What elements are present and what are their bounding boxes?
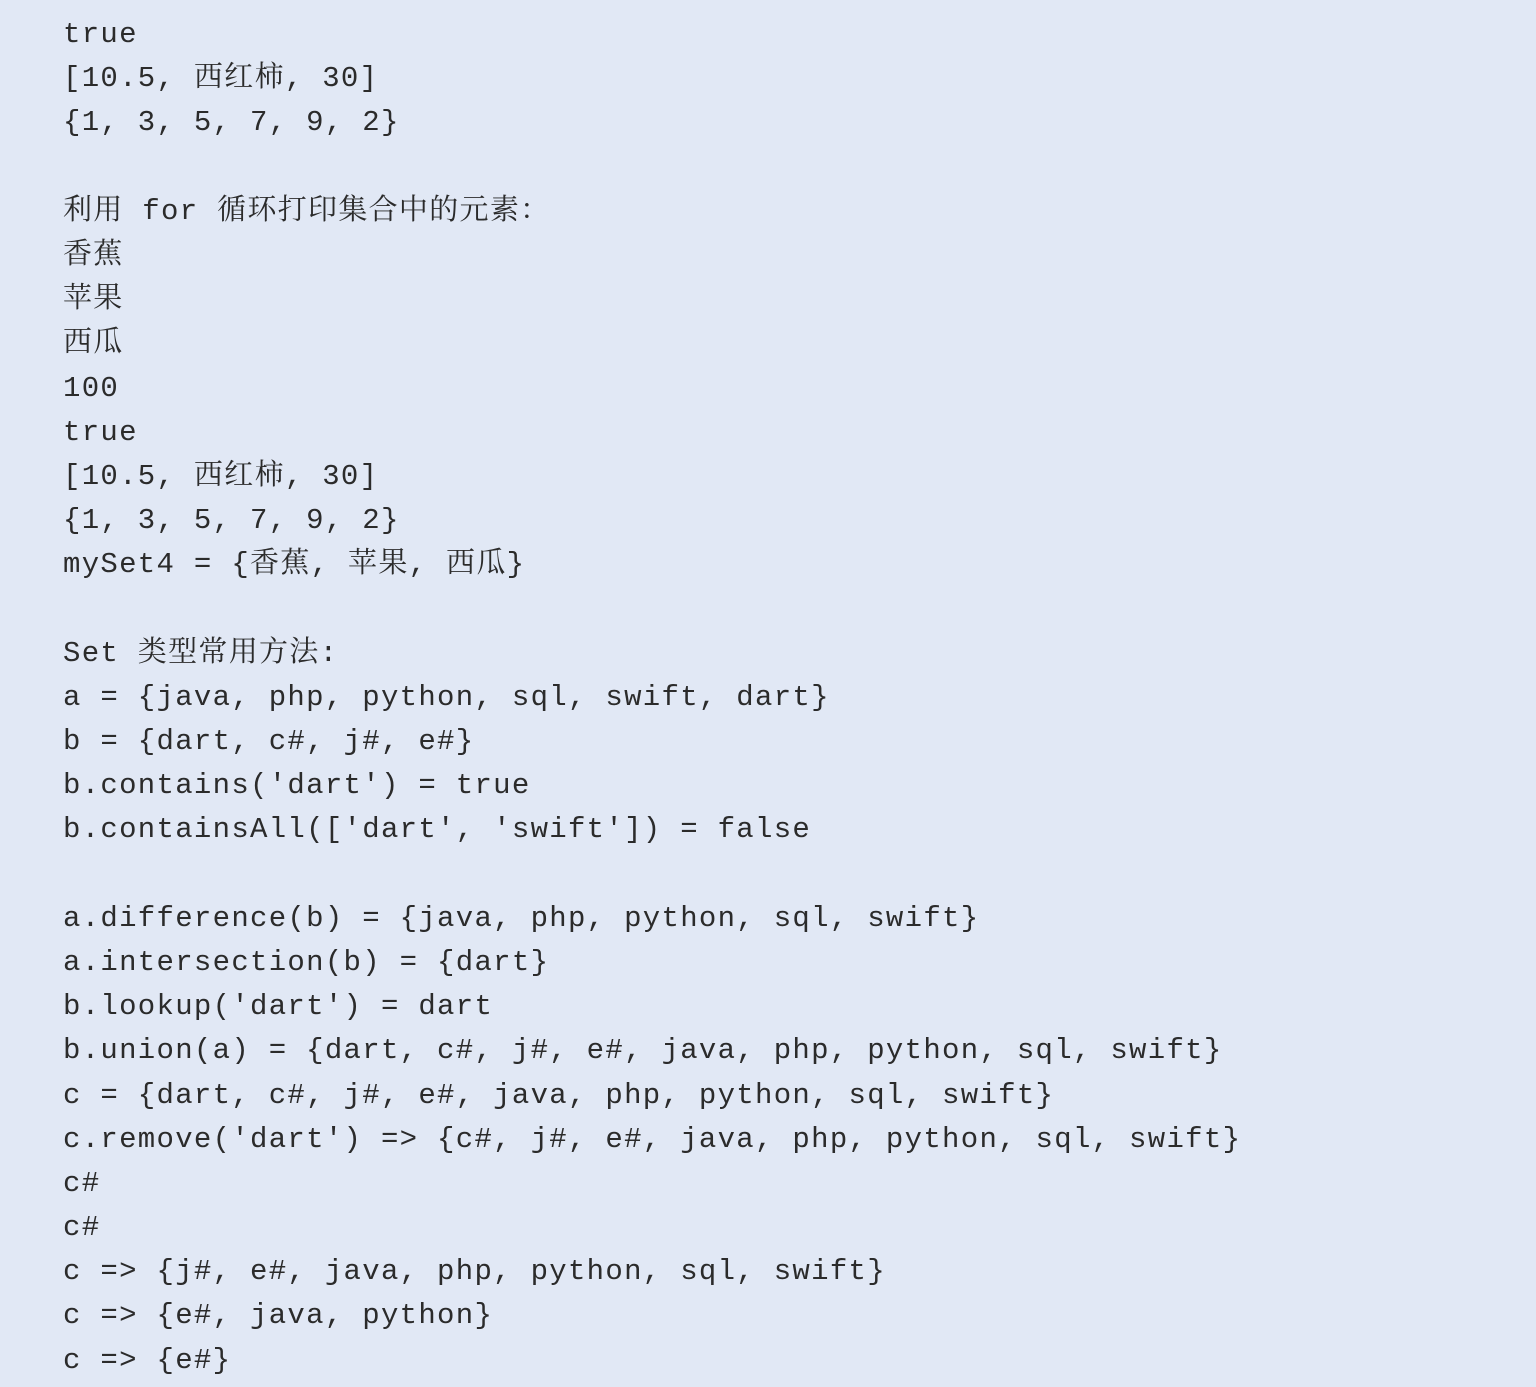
output-line: 100	[63, 371, 120, 405]
output-line: {1, 3, 5, 7, 9, 2}	[63, 504, 400, 538]
output-line: true	[63, 415, 138, 449]
blank-line	[63, 853, 1503, 897]
output-line: c => {e#, java, python}	[63, 1299, 494, 1333]
output-line: c.remove('dart') => {c#, j#, e#, java, php, python, sql, swift}	[63, 1122, 1242, 1156]
section-heading: 利用 for 循环打印集合中的元素：	[63, 194, 551, 228]
output-line: mySet4 = {香蕉, 苹果, 西瓜}	[63, 548, 526, 582]
output-line: a.intersection(b) = {dart}	[63, 945, 550, 979]
blank-line	[63, 146, 1503, 190]
output-line: {1, 3, 5, 7, 9, 2}	[63, 106, 400, 140]
output-line: 香蕉	[63, 238, 124, 272]
output-line: c#	[63, 1166, 101, 1200]
output-line: true	[63, 18, 138, 51]
output-line: b = {dart, c#, j#, e#}	[63, 725, 475, 758]
output-line: b.containsAll(['dart', 'swift']) = false	[63, 813, 812, 847]
console-output	[63, 13, 1503, 1383]
output-line: 苹果	[63, 283, 124, 317]
output-line: [10.5, 西红柿, 30]	[63, 62, 379, 96]
output-line: c#	[63, 1211, 101, 1245]
section-heading: Set 类型常用方法:	[63, 636, 339, 670]
output-line: b.contains('dart') = true	[63, 769, 531, 803]
output-line: a.difference(b) = {java, php, python, sql, swift}	[63, 901, 980, 935]
output-line: c => {e#}	[63, 1343, 232, 1377]
output-line: a = {java, php, python, sql, swift, dart}	[63, 680, 830, 714]
output-line: c = {dart, c#, j#, e#, java, php, python, sql, swift}	[63, 1078, 1055, 1112]
output-line: 西瓜	[63, 327, 124, 361]
blank-line	[63, 587, 1503, 631]
output-line: b.union(a) = {dart, c#, j#, e#, java, php, python, sql, swift}	[63, 1034, 1223, 1068]
output-line: c => {j#, e#, java, php, python, sql, swift}	[63, 1255, 886, 1289]
output-line: b.lookup('dart') = dart	[63, 990, 494, 1024]
output-line: [10.5, 西红柿, 30]	[63, 459, 379, 493]
